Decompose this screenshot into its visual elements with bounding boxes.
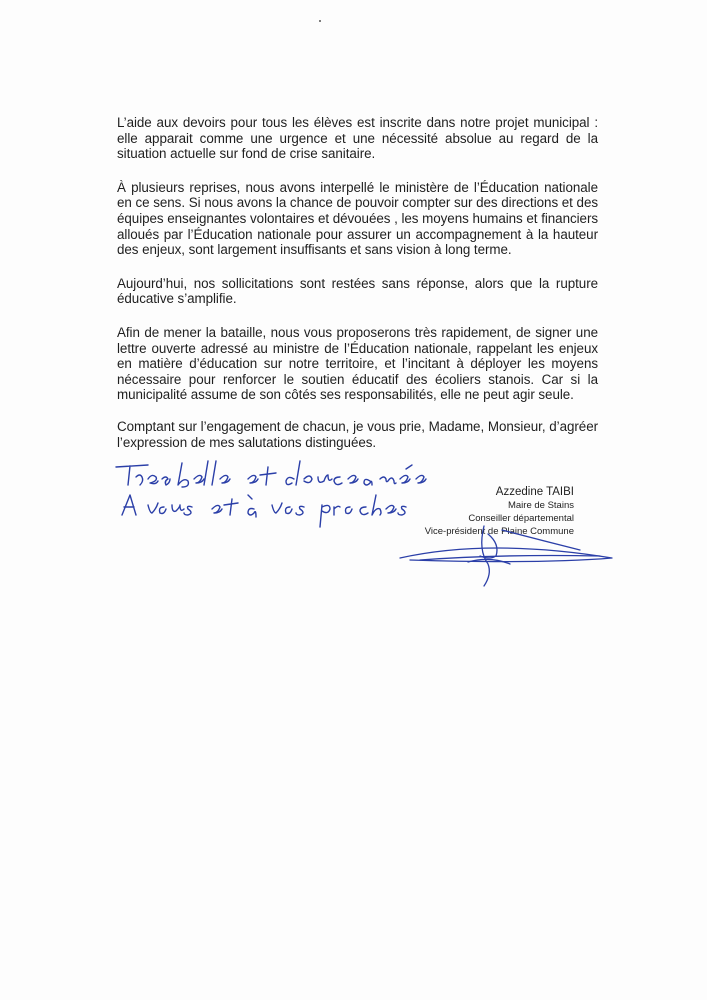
signatory-role-vice-president: Vice-président de Plaine Commune (424, 526, 574, 537)
signatory-role-councillor: Conseiller départemental (468, 513, 574, 524)
paragraph-homework-aid: L’aide aux devoirs pour tous les élèves est inscrite dans notre projet municipal : elle apparait comme une urgence et une nécessité absolue au regard de la situation actuelle sur fond de crise sanitaire. (117, 115, 598, 162)
paragraph-closing-salutation: Comptant sur l’engagement de chacun, je vous prie, Madame, Monsieur, d’agréer l’expression de mes salutations distinguées. (117, 418, 598, 450)
paragraph-ministry-interpellation: À plusieurs reprises, nous avons interpellé le ministère de l’Éducation nationale en ce sens. Si nous avons la chance de pouvoir compter sur des directions et des équipes enseignantes volontaires et dévouées , les moyens humains et financiers alloués par l’Éducation nationale pour assurer un accompagnement à la hauteur des enjeux, sont largement insuffisants et sans vision à long terme. (117, 179, 598, 258)
signatory-role-mayor: Maire de Stains (507, 500, 574, 511)
scan-speck (319, 20, 321, 22)
letter-body (117, 115, 598, 464)
signatory-name: Azzedine TAIBI (495, 486, 574, 498)
paragraph-open-letter: Afin de mener la bataille, nous vous proposerons très rapidement, de signer une lettre ouverte adressé au ministre de l’Éducation nationale, rappelant les enjeux en matière d’éducation sur notre territoire, et l’incitant à déployer les moyens nécessaire pour renforcer le soutien éducatif des écoliers stanois. Car si la municipalité assume de son côtés ses responsabilités, elle ne peut agir seule. (117, 324, 598, 403)
paragraph-no-response: Aujourd’hui, nos sollicitations sont restées sans réponse, alors que la rupture éducative s’amplifie. (117, 275, 598, 307)
handwritten-signature (380, 520, 620, 590)
